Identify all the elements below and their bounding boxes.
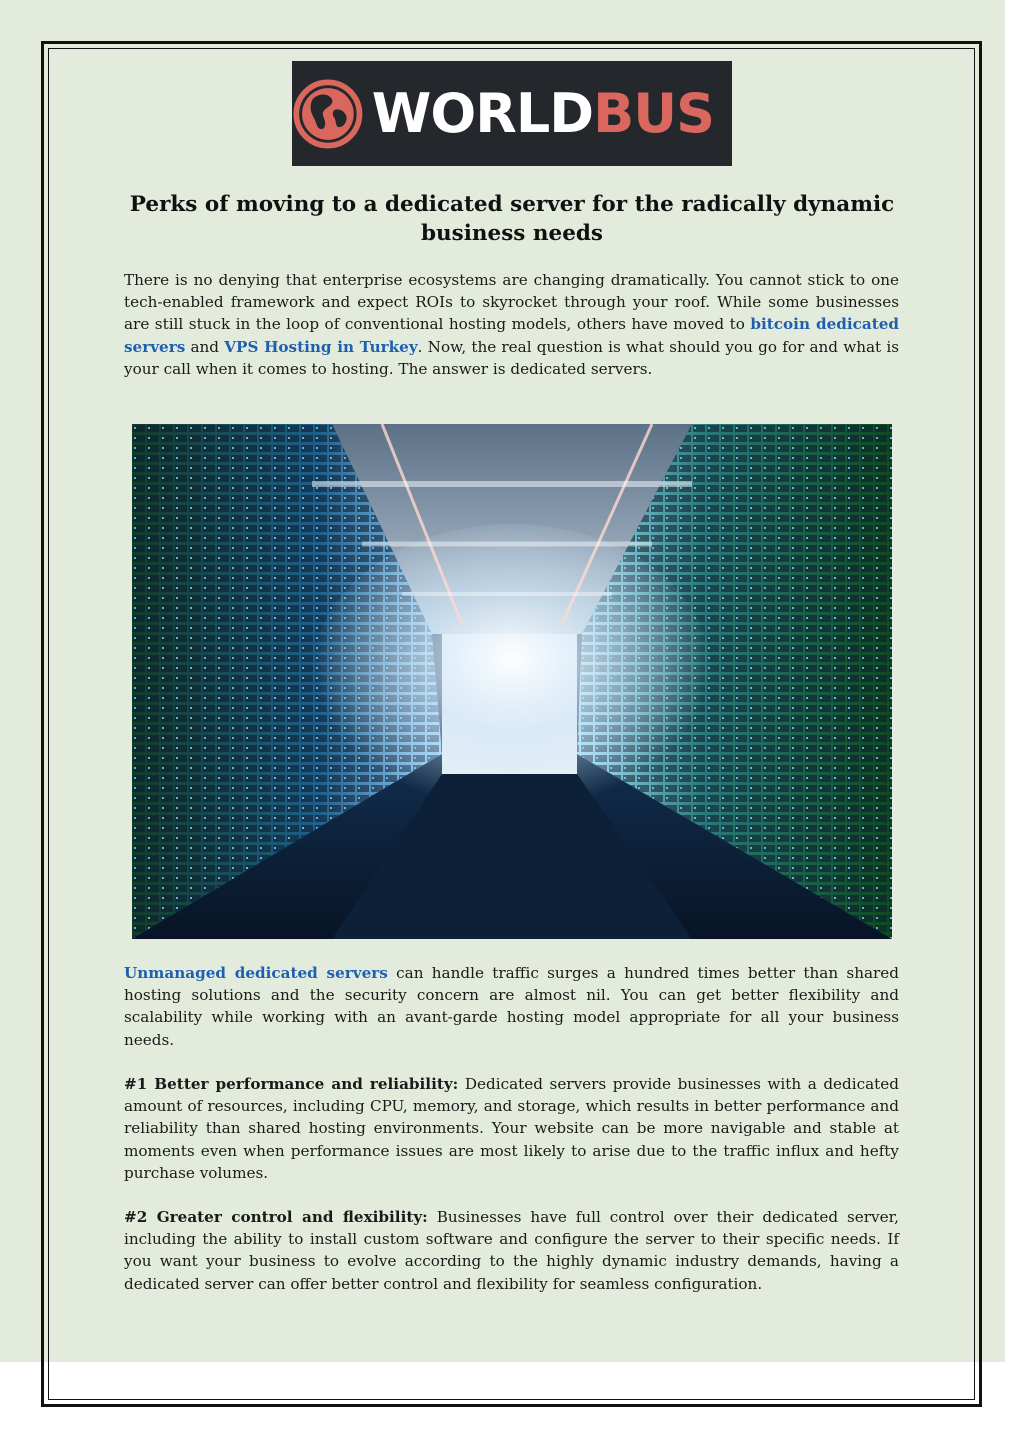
point1-paragraph: #1 Better performance and reliability: Dedicated servers provide businesses with a dedicated amount of resources, including CPU, memory, and storage, which results in better performance and reliability than shared hosting environments. Your website can be more navigable and stable at moments even when performance issues are most likely to arise due to the traffic influx and hefty purchase volumes. — [124, 1075, 899, 1182]
article-title: Perks of moving to a dedicated server for the radically dynamic business needs — [129, 192, 895, 246]
server-room-photo — [132, 424, 892, 939]
unmanaged-paragraph: Unmanaged dedicated servers can handle traffic surges a hundred times better than shared hosting solutions and the security concern are almost nil. You can get better flexibility and scalability while working with an avant-garde hosting model appropriate for all your business needs. — [124, 964, 900, 1049]
point1-heading: #1 Better performance and reliability: — [124, 1075, 459, 1093]
point2-heading: #2 Greater control and flexibility: — [124, 1208, 428, 1226]
vps-hosting-turkey-link[interactable]: VPS Hosting in Turkey — [224, 337, 418, 356]
intro-paragraph: There is no denying that enterprise ecosystems are changing dramatically. You cannot stick to one tech-enabled framework and expect ROIs to skyrocket through your roof. While some businesses are still stuck in the loop of conventional hosting models, others have moved to bitcoin dedicated servers and VPS Hosting in Turkey. Now, the real question is what should you go for and what is your call when it comes to hosting. The answer is dedicated servers. — [124, 271, 900, 378]
globe-icon — [292, 76, 364, 152]
logo-wordmark: WORLDBUS — [371, 81, 714, 145]
unmanaged-dedicated-servers-link[interactable]: Unmanaged dedicated servers — [124, 964, 388, 982]
bitcoin-dedicated-servers-link[interactable]: bitcoin dedicated servers — [124, 315, 900, 356]
point2-paragraph: #2 Greater control and flexibility: Businesses have full control over their dedicated server, including the ability to install custom software and configure the server to their specific needs. If you want your business to evolve according to the highly dynamic industry demands, having a dedicated server can offer better control and flexibility for seamless configuration. — [124, 1208, 900, 1293]
worldbus-logo — [292, 61, 732, 166]
